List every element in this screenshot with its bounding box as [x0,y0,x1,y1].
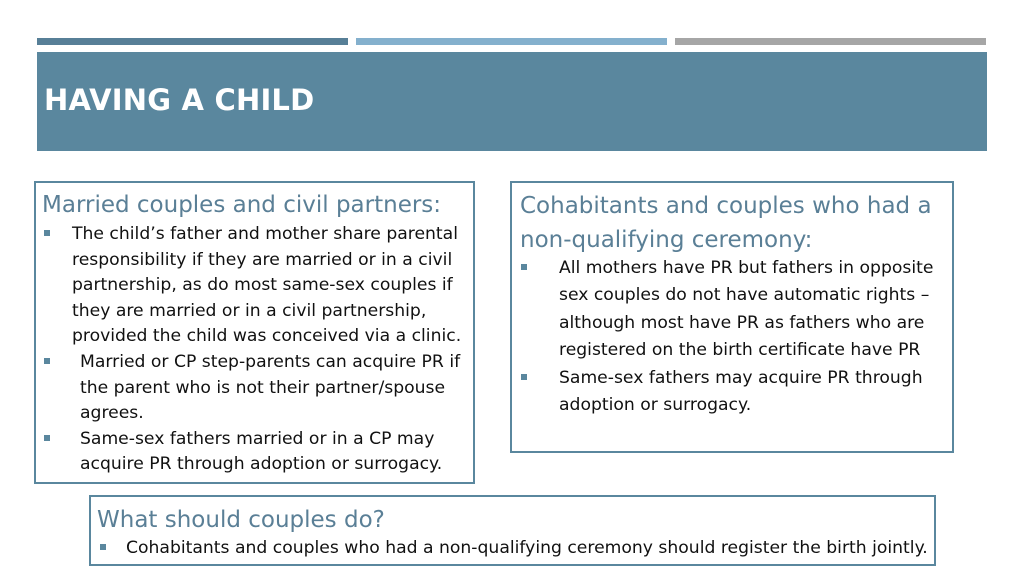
square-bullet-icon [44,230,50,236]
bullet-text: Same-sex fathers married or in a CP may acquire PR through adoption or surrogacy. [80,428,443,475]
list-item [521,255,941,365]
cohabitants-box [510,181,954,453]
bullet-text: Married or CP step-parents can acquire PR if the parent who is not their partner/spouse agrees. [80,351,461,424]
cohabitants-heading: Cohabitants and couples who had a non-qualifying ceremony: [520,193,932,253]
cohabitants-bullet-list [521,255,941,419]
square-bullet-icon [44,358,50,364]
list-item [44,350,469,427]
square-bullet-icon [100,544,106,550]
advice-heading: What should couples do? [97,507,385,533]
married-couples-bullet-list [44,222,469,478]
top-accent-bar-dark [37,38,348,45]
slide-title: HAVING A CHILD [44,83,315,117]
bullet-text: Same-sex fathers may acquire PR through adoption or surrogacy. [559,367,923,416]
married-couples-box [34,181,475,484]
square-bullet-icon [44,435,50,441]
bullet-text: The child’s father and mother share parental responsibility if they are married or in a civil partnership, as do most same-sex couples if they are married or in a civil partnership, provided the child was conceived via a clinic. [72,224,462,347]
square-bullet-icon [521,374,527,380]
list-item [44,222,469,350]
advice-bullet-list [100,536,935,562]
title-banner [37,52,987,151]
top-accent-bar-grey [675,38,986,45]
square-bullet-icon [521,264,527,270]
bullet-text: Cohabitants and couples who had a non-qualifying ceremony should register the birth jointly. [126,538,928,558]
advice-box [89,495,936,566]
list-item [521,365,941,420]
list-item [44,427,469,478]
top-accent-bar-light [356,38,667,45]
bullet-text: All mothers have PR but fathers in opposite sex couples do not have automatic rights – although most have PR as fathers who are registered on the birth certificate have PR [559,258,934,361]
married-couples-heading: Married couples and civil partners: [42,192,442,218]
list-item [100,536,935,562]
